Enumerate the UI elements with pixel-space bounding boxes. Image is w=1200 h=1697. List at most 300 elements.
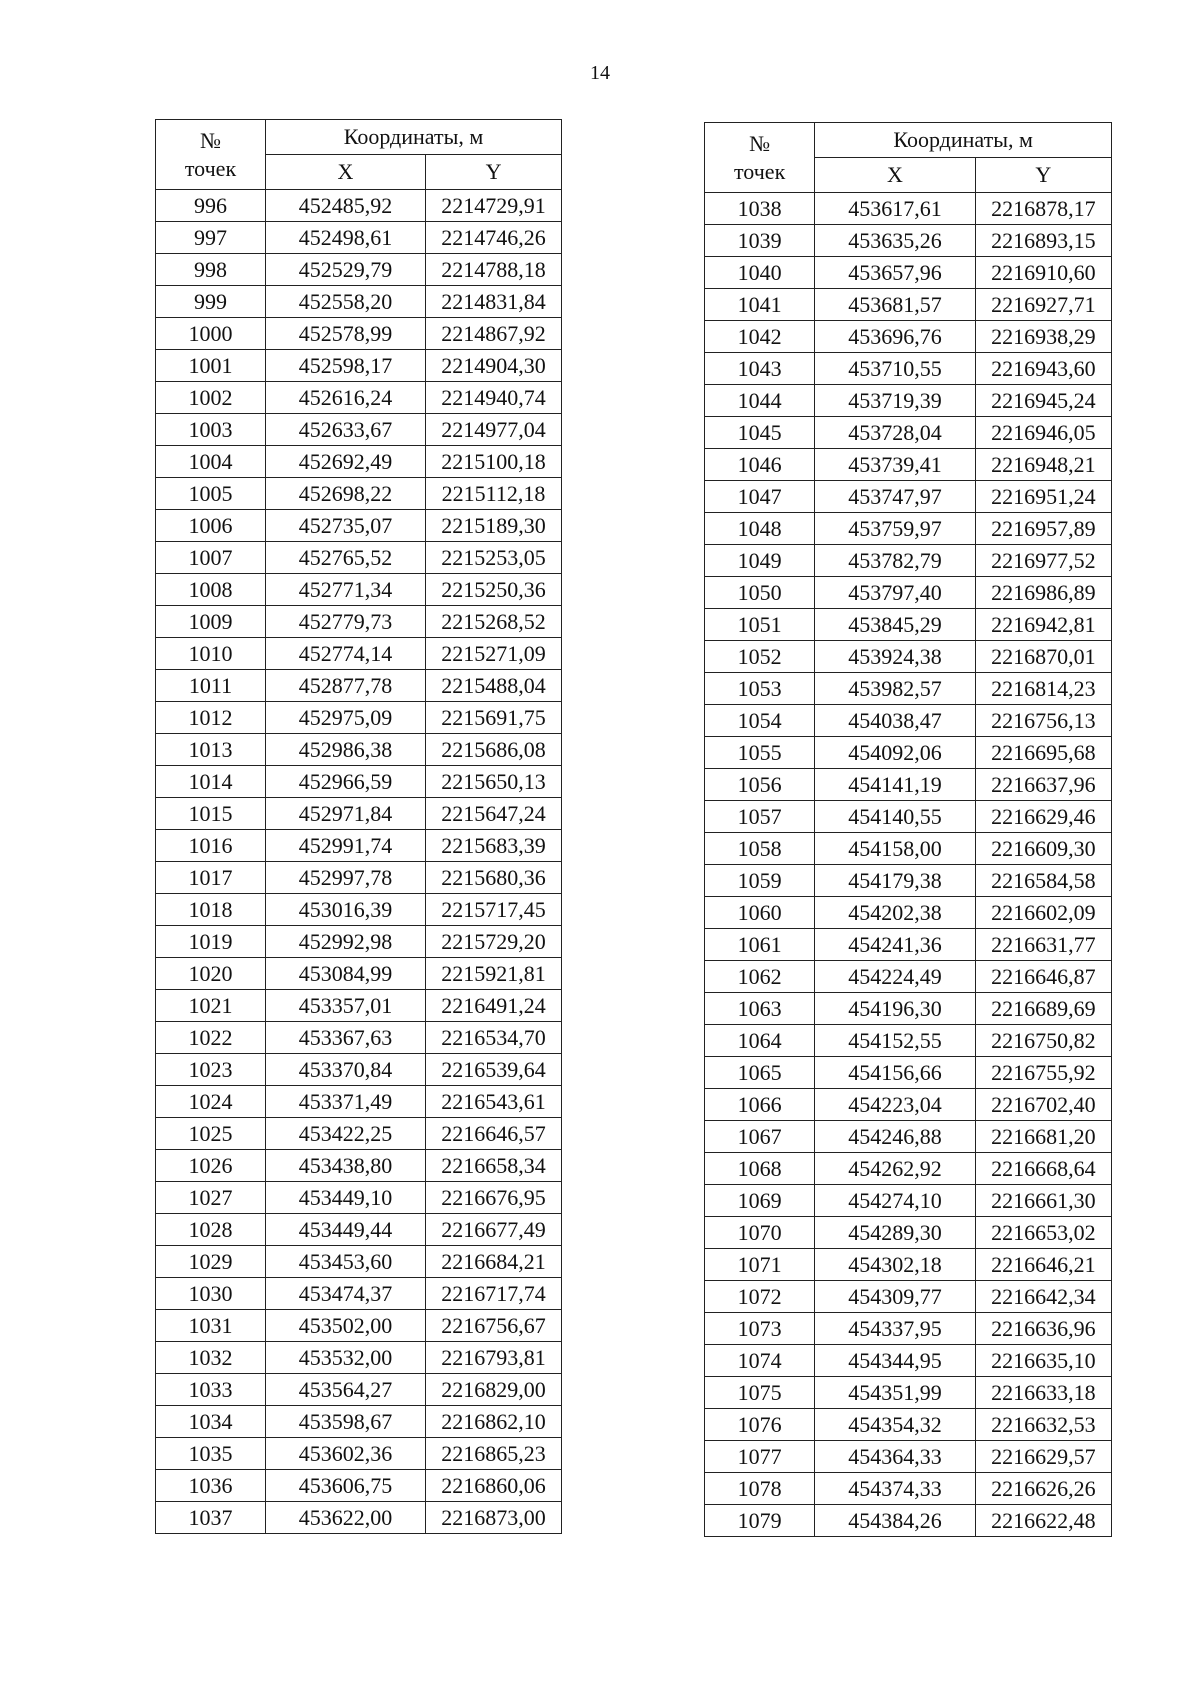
table-row bbox=[156, 702, 562, 734]
y-coordinate-cell: 2215686,08 bbox=[426, 734, 562, 766]
y-coordinate-cell: 2216637,96 bbox=[975, 769, 1111, 801]
table-row bbox=[156, 382, 562, 414]
point-number-cell: 1016 bbox=[156, 830, 266, 862]
points-label: точек bbox=[733, 158, 786, 184]
table-row bbox=[705, 1025, 1112, 1057]
point-number-cell: 1036 bbox=[156, 1470, 266, 1502]
x-coordinate-cell: 454158,00 bbox=[815, 833, 975, 865]
x-coordinate-cell: 454241,36 bbox=[815, 929, 975, 961]
point-number-cell: 1035 bbox=[156, 1438, 266, 1470]
x-coordinate-cell: 453449,10 bbox=[266, 1182, 426, 1214]
x-coordinate-cell: 453747,97 bbox=[815, 481, 975, 513]
y-coordinate-cell: 2216946,05 bbox=[975, 417, 1111, 449]
table-row bbox=[705, 673, 1112, 705]
x-coordinate-cell: 452997,78 bbox=[266, 862, 426, 894]
point-number-cell: 1019 bbox=[156, 926, 266, 958]
point-number-cell: 1012 bbox=[156, 702, 266, 734]
table-row bbox=[705, 225, 1112, 257]
y-coordinate-cell: 2216642,34 bbox=[975, 1281, 1111, 1313]
y-coordinate-cell: 2216684,21 bbox=[426, 1246, 562, 1278]
y-coordinate-cell: 2215271,09 bbox=[426, 638, 562, 670]
x-coordinate-cell: 452877,78 bbox=[266, 670, 426, 702]
point-number-cell: 1079 bbox=[705, 1505, 815, 1537]
table-row bbox=[705, 417, 1112, 449]
x-coordinate-cell: 453739,41 bbox=[815, 449, 975, 481]
table-row bbox=[705, 1281, 1112, 1313]
table-row bbox=[705, 353, 1112, 385]
table-row bbox=[156, 1502, 562, 1534]
x-coordinate-cell: 452616,24 bbox=[266, 382, 426, 414]
point-number-cell: 1018 bbox=[156, 894, 266, 926]
y-coordinate-cell: 2215268,52 bbox=[426, 606, 562, 638]
x-coordinate-cell: 453635,26 bbox=[815, 225, 975, 257]
x-coordinate-cell: 452735,07 bbox=[266, 510, 426, 542]
table-row bbox=[156, 734, 562, 766]
table-row bbox=[156, 574, 562, 606]
x-coordinate-cell: 454337,95 bbox=[815, 1313, 975, 1345]
x-coordinate-cell: 452498,61 bbox=[266, 222, 426, 254]
x-coordinate-cell: 454202,38 bbox=[815, 897, 975, 929]
table-row bbox=[156, 1214, 562, 1246]
x-coordinate-cell: 452598,17 bbox=[266, 350, 426, 382]
point-number-cell: 1002 bbox=[156, 382, 266, 414]
y-coordinate-cell: 2216755,92 bbox=[975, 1057, 1111, 1089]
point-number-header bbox=[705, 123, 815, 193]
point-number-cell: 1008 bbox=[156, 574, 266, 606]
table-row bbox=[705, 609, 1112, 641]
y-coordinate-cell: 2216629,46 bbox=[975, 801, 1111, 833]
x-coordinate-cell: 453617,61 bbox=[815, 193, 975, 225]
y-coordinate-cell: 2214977,04 bbox=[426, 414, 562, 446]
point-number-cell: 1034 bbox=[156, 1406, 266, 1438]
point-number-cell: 1054 bbox=[705, 705, 815, 737]
x-coordinate-cell: 454354,32 bbox=[815, 1409, 975, 1441]
y-coordinate-cell: 2216539,64 bbox=[426, 1054, 562, 1086]
coordinates-table-left bbox=[155, 119, 562, 1534]
y-coordinate-cell: 2216534,70 bbox=[426, 1022, 562, 1054]
point-number-cell: 1038 bbox=[705, 193, 815, 225]
y-coordinate-cell: 2216942,81 bbox=[975, 609, 1111, 641]
x-coordinate-cell: 454152,55 bbox=[815, 1025, 975, 1057]
table-row bbox=[156, 1278, 562, 1310]
point-number-cell: 1043 bbox=[705, 353, 815, 385]
point-number-cell: 1059 bbox=[705, 865, 815, 897]
point-number-cell: 1042 bbox=[705, 321, 815, 353]
table-row bbox=[705, 1057, 1112, 1089]
x-coordinate-cell: 453982,57 bbox=[815, 673, 975, 705]
y-coordinate-cell: 2215691,75 bbox=[426, 702, 562, 734]
point-number-cell: 1078 bbox=[705, 1473, 815, 1505]
table-row bbox=[156, 414, 562, 446]
y-coordinate-cell: 2216633,18 bbox=[975, 1377, 1111, 1409]
point-number-cell: 1063 bbox=[705, 993, 815, 1025]
y-coordinate-cell: 2214940,74 bbox=[426, 382, 562, 414]
table-row bbox=[156, 542, 562, 574]
table-row bbox=[156, 446, 562, 478]
x-coordinate-cell: 452529,79 bbox=[266, 254, 426, 286]
point-number-cell: 1005 bbox=[156, 478, 266, 510]
table-row bbox=[156, 318, 562, 350]
x-coordinate-cell: 452771,34 bbox=[266, 574, 426, 606]
table-row bbox=[705, 1345, 1112, 1377]
x-coordinate-cell: 452992,98 bbox=[266, 926, 426, 958]
point-number-cell: 1001 bbox=[156, 350, 266, 382]
table-row bbox=[705, 289, 1112, 321]
x-coordinate-cell: 453728,04 bbox=[815, 417, 975, 449]
table-row bbox=[705, 1089, 1112, 1121]
y-coordinate-cell: 2215717,45 bbox=[426, 894, 562, 926]
x-coordinate-cell: 454223,04 bbox=[815, 1089, 975, 1121]
y-coordinate-cell: 2216689,69 bbox=[975, 993, 1111, 1025]
y-coordinate-cell: 2216646,57 bbox=[426, 1118, 562, 1150]
y-coordinate-cell: 2216865,23 bbox=[426, 1438, 562, 1470]
x-coordinate-cell: 454156,66 bbox=[815, 1057, 975, 1089]
table-row bbox=[705, 801, 1112, 833]
y-coordinate-cell: 2216977,52 bbox=[975, 545, 1111, 577]
point-number-cell: 1021 bbox=[156, 990, 266, 1022]
point-number-cell: 998 bbox=[156, 254, 266, 286]
y-coordinate-cell: 2215650,13 bbox=[426, 766, 562, 798]
y-coordinate-cell: 2215680,36 bbox=[426, 862, 562, 894]
table-body-right bbox=[705, 193, 1112, 1537]
x-coordinate-cell: 453564,27 bbox=[266, 1374, 426, 1406]
x-coordinate-cell: 453474,37 bbox=[266, 1278, 426, 1310]
point-number-cell: 1066 bbox=[705, 1089, 815, 1121]
point-number-cell: 1052 bbox=[705, 641, 815, 673]
y-coordinate-cell: 2215253,05 bbox=[426, 542, 562, 574]
table-row bbox=[705, 1249, 1112, 1281]
y-coordinate-cell: 2216860,06 bbox=[426, 1470, 562, 1502]
y-coordinate-cell: 2215683,39 bbox=[426, 830, 562, 862]
table-row bbox=[705, 1505, 1112, 1537]
y-coordinate-cell: 2216622,48 bbox=[975, 1505, 1111, 1537]
point-number-cell: 1047 bbox=[705, 481, 815, 513]
x-coordinate-cell: 453357,01 bbox=[266, 990, 426, 1022]
point-number-cell: 1013 bbox=[156, 734, 266, 766]
point-number-cell: 1024 bbox=[156, 1086, 266, 1118]
x-coordinate-cell: 454302,18 bbox=[815, 1249, 975, 1281]
x-coordinate-cell: 453606,75 bbox=[266, 1470, 426, 1502]
table-row bbox=[156, 638, 562, 670]
y-coordinate-cell: 2216948,21 bbox=[975, 449, 1111, 481]
y-coordinate-cell: 2216893,15 bbox=[975, 225, 1111, 257]
x-coordinate-cell: 452971,84 bbox=[266, 798, 426, 830]
x-coordinate-cell: 452698,22 bbox=[266, 478, 426, 510]
x-coordinate-cell: 454246,88 bbox=[815, 1121, 975, 1153]
point-number-cell: 1062 bbox=[705, 961, 815, 993]
y-coordinate-cell: 2214729,91 bbox=[426, 190, 562, 222]
y-coordinate-cell: 2214904,30 bbox=[426, 350, 562, 382]
table-row bbox=[705, 929, 1112, 961]
point-number-cell: 1025 bbox=[156, 1118, 266, 1150]
point-number-cell: 1061 bbox=[705, 929, 815, 961]
y-coordinate-cell: 2216702,40 bbox=[975, 1089, 1111, 1121]
x-coordinate-cell: 453696,76 bbox=[815, 321, 975, 353]
y-coordinate-cell: 2216814,23 bbox=[975, 673, 1111, 705]
x-coordinate-cell: 453084,99 bbox=[266, 958, 426, 990]
y-coordinate-cell: 2216793,81 bbox=[426, 1342, 562, 1374]
point-number-cell: 1058 bbox=[705, 833, 815, 865]
y-coordinate-cell: 2216927,71 bbox=[975, 289, 1111, 321]
point-number-cell: 1004 bbox=[156, 446, 266, 478]
table-row bbox=[705, 481, 1112, 513]
table-row bbox=[156, 670, 562, 702]
y-coordinate-cell: 2216756,67 bbox=[426, 1310, 562, 1342]
point-number-cell: 1032 bbox=[156, 1342, 266, 1374]
point-number-cell: 1014 bbox=[156, 766, 266, 798]
table-body-left bbox=[156, 190, 562, 1534]
x-coordinate-cell: 453924,38 bbox=[815, 641, 975, 673]
y-coordinate-cell: 2215729,20 bbox=[426, 926, 562, 958]
point-number-cell: 1065 bbox=[705, 1057, 815, 1089]
y-column-header: Y bbox=[975, 158, 1111, 193]
y-coordinate-cell: 2216653,02 bbox=[975, 1217, 1111, 1249]
x-coordinate-cell: 453681,57 bbox=[815, 289, 975, 321]
point-number-cell: 1000 bbox=[156, 318, 266, 350]
point-number-cell: 1040 bbox=[705, 257, 815, 289]
point-number-cell: 1048 bbox=[705, 513, 815, 545]
table-row bbox=[705, 385, 1112, 417]
point-number-cell: 1017 bbox=[156, 862, 266, 894]
table-row bbox=[156, 1182, 562, 1214]
y-coordinate-cell: 2216543,61 bbox=[426, 1086, 562, 1118]
table-row bbox=[156, 254, 562, 286]
point-number-cell: 1069 bbox=[705, 1185, 815, 1217]
y-coordinate-cell: 2216635,10 bbox=[975, 1345, 1111, 1377]
point-number-header bbox=[156, 120, 266, 190]
table-row bbox=[705, 1473, 1112, 1505]
y-coordinate-cell: 2216756,13 bbox=[975, 705, 1111, 737]
x-coordinate-cell: 453370,84 bbox=[266, 1054, 426, 1086]
y-coordinate-cell: 2216943,60 bbox=[975, 353, 1111, 385]
x-coordinate-cell: 453422,25 bbox=[266, 1118, 426, 1150]
table-row bbox=[705, 193, 1112, 225]
x-coordinate-cell: 454141,19 bbox=[815, 769, 975, 801]
y-coordinate-cell: 2215189,30 bbox=[426, 510, 562, 542]
y-coordinate-cell: 2216676,95 bbox=[426, 1182, 562, 1214]
table-row bbox=[156, 830, 562, 862]
x-coordinate-cell: 454374,33 bbox=[815, 1473, 975, 1505]
table-row bbox=[705, 1441, 1112, 1473]
y-coordinate-cell: 2216661,30 bbox=[975, 1185, 1111, 1217]
point-number-cell: 1050 bbox=[705, 577, 815, 609]
point-number-cell: 1077 bbox=[705, 1441, 815, 1473]
point-number-cell: 1073 bbox=[705, 1313, 815, 1345]
x-coordinate-cell: 454196,30 bbox=[815, 993, 975, 1025]
x-coordinate-cell: 452975,09 bbox=[266, 702, 426, 734]
x-coordinate-cell: 452633,67 bbox=[266, 414, 426, 446]
table-row bbox=[156, 1310, 562, 1342]
table-row bbox=[705, 865, 1112, 897]
y-coordinate-cell: 2214746,26 bbox=[426, 222, 562, 254]
table-row bbox=[705, 769, 1112, 801]
x-coordinate-cell: 453719,39 bbox=[815, 385, 975, 417]
table-row bbox=[705, 1313, 1112, 1345]
y-coordinate-cell: 2216681,20 bbox=[975, 1121, 1111, 1153]
table-row bbox=[156, 1406, 562, 1438]
table-row bbox=[705, 257, 1112, 289]
table-row bbox=[705, 993, 1112, 1025]
table-row bbox=[156, 1054, 562, 1086]
table-row bbox=[156, 606, 562, 638]
x-coordinate-cell: 454309,77 bbox=[815, 1281, 975, 1313]
x-coordinate-cell: 452578,99 bbox=[266, 318, 426, 350]
point-number-cell: 1057 bbox=[705, 801, 815, 833]
point-number-cell: 997 bbox=[156, 222, 266, 254]
point-number-cell: 1041 bbox=[705, 289, 815, 321]
x-column-header: X bbox=[815, 158, 975, 193]
y-coordinate-cell: 2216631,77 bbox=[975, 929, 1111, 961]
table-row bbox=[156, 990, 562, 1022]
y-coordinate-cell: 2215100,18 bbox=[426, 446, 562, 478]
x-coordinate-cell: 453371,49 bbox=[266, 1086, 426, 1118]
point-number-cell: 1011 bbox=[156, 670, 266, 702]
page-number: 14 bbox=[590, 62, 610, 84]
x-coordinate-cell: 454289,30 bbox=[815, 1217, 975, 1249]
point-number-cell: 1015 bbox=[156, 798, 266, 830]
y-coordinate-cell: 2216629,57 bbox=[975, 1441, 1111, 1473]
table-row bbox=[156, 1086, 562, 1118]
point-number-cell: 1070 bbox=[705, 1217, 815, 1249]
y-coordinate-cell: 2216658,34 bbox=[426, 1150, 562, 1182]
table-row bbox=[705, 833, 1112, 865]
y-coordinate-cell: 2216910,60 bbox=[975, 257, 1111, 289]
table-row bbox=[705, 1185, 1112, 1217]
point-number-cell: 1027 bbox=[156, 1182, 266, 1214]
point-number-cell: 996 bbox=[156, 190, 266, 222]
x-coordinate-cell: 454262,92 bbox=[815, 1153, 975, 1185]
x-coordinate-cell: 453016,39 bbox=[266, 894, 426, 926]
y-coordinate-cell: 2216986,89 bbox=[975, 577, 1111, 609]
x-coordinate-cell: 454384,26 bbox=[815, 1505, 975, 1537]
x-coordinate-cell: 453532,00 bbox=[266, 1342, 426, 1374]
table-row bbox=[156, 926, 562, 958]
x-coordinate-cell: 454344,95 bbox=[815, 1345, 975, 1377]
table-row bbox=[705, 321, 1112, 353]
table-row bbox=[156, 1150, 562, 1182]
x-coordinate-cell: 452779,73 bbox=[266, 606, 426, 638]
point-number-cell: 1064 bbox=[705, 1025, 815, 1057]
x-coordinate-cell: 454179,38 bbox=[815, 865, 975, 897]
y-coordinate-cell: 2216829,00 bbox=[426, 1374, 562, 1406]
points-label: точек bbox=[184, 155, 237, 181]
table-row bbox=[156, 286, 562, 318]
point-number-cell: 1028 bbox=[156, 1214, 266, 1246]
table-row bbox=[156, 1246, 562, 1278]
table-row bbox=[705, 705, 1112, 737]
x-coordinate-cell: 453710,55 bbox=[815, 353, 975, 385]
table-row bbox=[705, 1377, 1112, 1409]
table-row bbox=[156, 798, 562, 830]
table-row bbox=[156, 766, 562, 798]
y-coordinate-cell: 2216862,10 bbox=[426, 1406, 562, 1438]
x-coordinate-cell: 454364,33 bbox=[815, 1441, 975, 1473]
x-coordinate-cell: 453598,67 bbox=[266, 1406, 426, 1438]
x-coordinate-cell: 453602,36 bbox=[266, 1438, 426, 1470]
x-coordinate-cell: 454351,99 bbox=[815, 1377, 975, 1409]
y-coordinate-cell: 2216646,21 bbox=[975, 1249, 1111, 1281]
x-coordinate-cell: 453449,44 bbox=[266, 1214, 426, 1246]
table-row bbox=[156, 1118, 562, 1150]
table-row bbox=[705, 961, 1112, 993]
point-number-cell: 1022 bbox=[156, 1022, 266, 1054]
y-coordinate-cell: 2216668,64 bbox=[975, 1153, 1111, 1185]
point-number-cell: 1060 bbox=[705, 897, 815, 929]
table-row bbox=[705, 1121, 1112, 1153]
x-coordinate-cell: 453622,00 bbox=[266, 1502, 426, 1534]
table-row bbox=[156, 894, 562, 926]
point-number-cell: 1029 bbox=[156, 1246, 266, 1278]
point-number-cell: 999 bbox=[156, 286, 266, 318]
point-number-cell: 1055 bbox=[705, 737, 815, 769]
point-number-cell: 1037 bbox=[156, 1502, 266, 1534]
point-number-cell: 1074 bbox=[705, 1345, 815, 1377]
point-number-cell: 1026 bbox=[156, 1150, 266, 1182]
coordinates-header: Координаты, м bbox=[815, 123, 1112, 158]
table-row bbox=[705, 449, 1112, 481]
point-number-cell: 1007 bbox=[156, 542, 266, 574]
x-column-header: X bbox=[266, 155, 426, 190]
point-number-cell: 1051 bbox=[705, 609, 815, 641]
point-number-cell: 1072 bbox=[705, 1281, 815, 1313]
x-coordinate-cell: 453845,29 bbox=[815, 609, 975, 641]
y-coordinate-cell: 2215647,24 bbox=[426, 798, 562, 830]
table-row bbox=[156, 1374, 562, 1406]
x-coordinate-cell: 452986,38 bbox=[266, 734, 426, 766]
y-coordinate-cell: 2216957,89 bbox=[975, 513, 1111, 545]
point-number-cell: 1009 bbox=[156, 606, 266, 638]
table-row bbox=[156, 478, 562, 510]
point-number-cell: 1010 bbox=[156, 638, 266, 670]
point-number-cell: 1068 bbox=[705, 1153, 815, 1185]
y-coordinate-cell: 2216609,30 bbox=[975, 833, 1111, 865]
point-number-cell: 1044 bbox=[705, 385, 815, 417]
point-number-cell: 1003 bbox=[156, 414, 266, 446]
x-coordinate-cell: 452485,92 bbox=[266, 190, 426, 222]
point-number-cell: 1076 bbox=[705, 1409, 815, 1441]
x-coordinate-cell: 452558,20 bbox=[266, 286, 426, 318]
x-coordinate-cell: 453438,80 bbox=[266, 1150, 426, 1182]
y-coordinate-cell: 2216584,58 bbox=[975, 865, 1111, 897]
point-number-cell: 1045 bbox=[705, 417, 815, 449]
table-row bbox=[156, 958, 562, 990]
table-row bbox=[156, 190, 562, 222]
table-row bbox=[705, 897, 1112, 929]
y-coordinate-cell: 2216717,74 bbox=[426, 1278, 562, 1310]
y-coordinate-cell: 2216632,53 bbox=[975, 1409, 1111, 1441]
table-row bbox=[156, 1022, 562, 1054]
point-number-cell: 1023 bbox=[156, 1054, 266, 1086]
point-number-cell: 1053 bbox=[705, 673, 815, 705]
x-coordinate-cell: 454038,47 bbox=[815, 705, 975, 737]
table-row bbox=[705, 1409, 1112, 1441]
y-coordinate-cell: 2216695,68 bbox=[975, 737, 1111, 769]
point-number-cell: 1056 bbox=[705, 769, 815, 801]
point-number-cell: 1049 bbox=[705, 545, 815, 577]
y-coordinate-cell: 2214831,84 bbox=[426, 286, 562, 318]
y-column-header: Y bbox=[426, 155, 562, 190]
number-sign: № bbox=[749, 130, 771, 156]
y-coordinate-cell: 2216626,26 bbox=[975, 1473, 1111, 1505]
y-coordinate-cell: 2216870,01 bbox=[975, 641, 1111, 673]
x-coordinate-cell: 454224,49 bbox=[815, 961, 975, 993]
x-coordinate-cell: 453367,63 bbox=[266, 1022, 426, 1054]
x-coordinate-cell: 452991,74 bbox=[266, 830, 426, 862]
point-number-cell: 1031 bbox=[156, 1310, 266, 1342]
point-number-cell: 1075 bbox=[705, 1377, 815, 1409]
x-coordinate-cell: 453657,96 bbox=[815, 257, 975, 289]
x-coordinate-cell: 454092,06 bbox=[815, 737, 975, 769]
